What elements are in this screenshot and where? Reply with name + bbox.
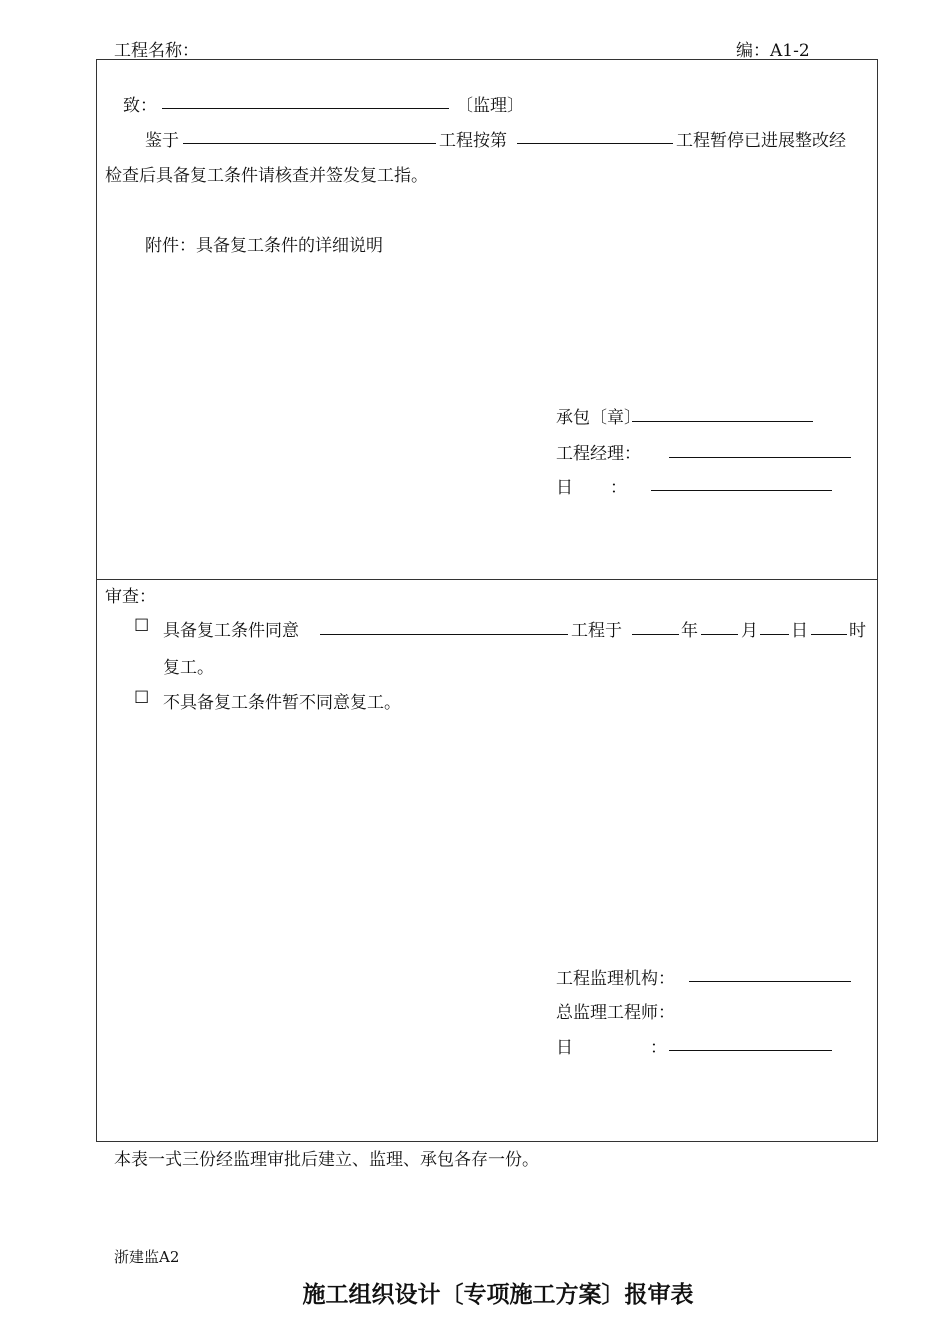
project-blank-line[interactable] bbox=[183, 143, 436, 144]
hour-label: 时 bbox=[849, 621, 866, 641]
review-label: 审查： bbox=[105, 587, 156, 607]
month-blank-line[interactable] bbox=[701, 634, 738, 635]
supervision-org-label: 工程监理机构： bbox=[556, 969, 675, 989]
line3-text: 检查后具备复工条件请核查并签发复工指。 bbox=[105, 166, 428, 186]
date-colon: ： bbox=[610, 478, 627, 498]
option1-prefix: 具备复工条件同意 bbox=[163, 621, 299, 641]
option2-text: 不具备复工条件暂不同意复工。 bbox=[163, 693, 401, 713]
line2-prefix: 鉴于 bbox=[145, 131, 179, 151]
hour-blank-line[interactable] bbox=[811, 634, 847, 635]
year-label: 年 bbox=[681, 621, 698, 641]
to-label: 致： bbox=[123, 96, 157, 116]
line2-suffix: 工程暂停已进展整改经 bbox=[676, 131, 846, 151]
option1-mid: 工程于 bbox=[571, 621, 622, 641]
to-blank-line[interactable] bbox=[162, 108, 449, 109]
next-form-code: 浙建监A2 bbox=[114, 1248, 180, 1266]
form-code: 编：A1-2 bbox=[736, 41, 810, 61]
line2-mid: 工程按第 bbox=[439, 131, 507, 151]
option2-checkbox[interactable]: ☐ bbox=[134, 688, 150, 708]
review-date-blank-line[interactable] bbox=[669, 1050, 832, 1051]
to-suffix: 〔监理〕 bbox=[456, 96, 524, 116]
order-number-blank-line[interactable] bbox=[517, 143, 673, 144]
footer-note: 本表一式三份经监理审批后建立、监理、承包各存一份。 bbox=[114, 1150, 539, 1170]
project-manager-label: 工程经理： bbox=[556, 444, 641, 464]
attachment-text: 附件：具备复工条件的详细说明 bbox=[145, 236, 383, 256]
date-blank-line[interactable] bbox=[651, 490, 832, 491]
year-blank-line[interactable] bbox=[632, 634, 679, 635]
contractor-blank-line[interactable] bbox=[632, 421, 813, 422]
day-blank-line[interactable] bbox=[760, 634, 789, 635]
day-label: 日 bbox=[791, 621, 808, 641]
next-form-title: 施工组织设计〔专项施工方案〕报审表 bbox=[302, 1282, 694, 1308]
chief-engineer-label: 总监理工程师： bbox=[556, 1003, 675, 1023]
date-label: 日 bbox=[556, 478, 573, 498]
project-name-label: 工程名称： bbox=[114, 41, 199, 61]
review-date-colon: ： bbox=[650, 1038, 667, 1058]
option1-line2: 复工。 bbox=[163, 658, 214, 678]
supervision-org-blank-line[interactable] bbox=[689, 981, 851, 982]
month-label: 月 bbox=[741, 621, 758, 641]
project-manager-blank-line[interactable] bbox=[669, 457, 851, 458]
option1-project-blank-line[interactable] bbox=[320, 634, 568, 635]
option1-checkbox[interactable]: ☐ bbox=[134, 616, 150, 636]
contractor-label: 承包〔章〕 bbox=[556, 408, 641, 428]
review-date-label: 日 bbox=[556, 1038, 573, 1058]
